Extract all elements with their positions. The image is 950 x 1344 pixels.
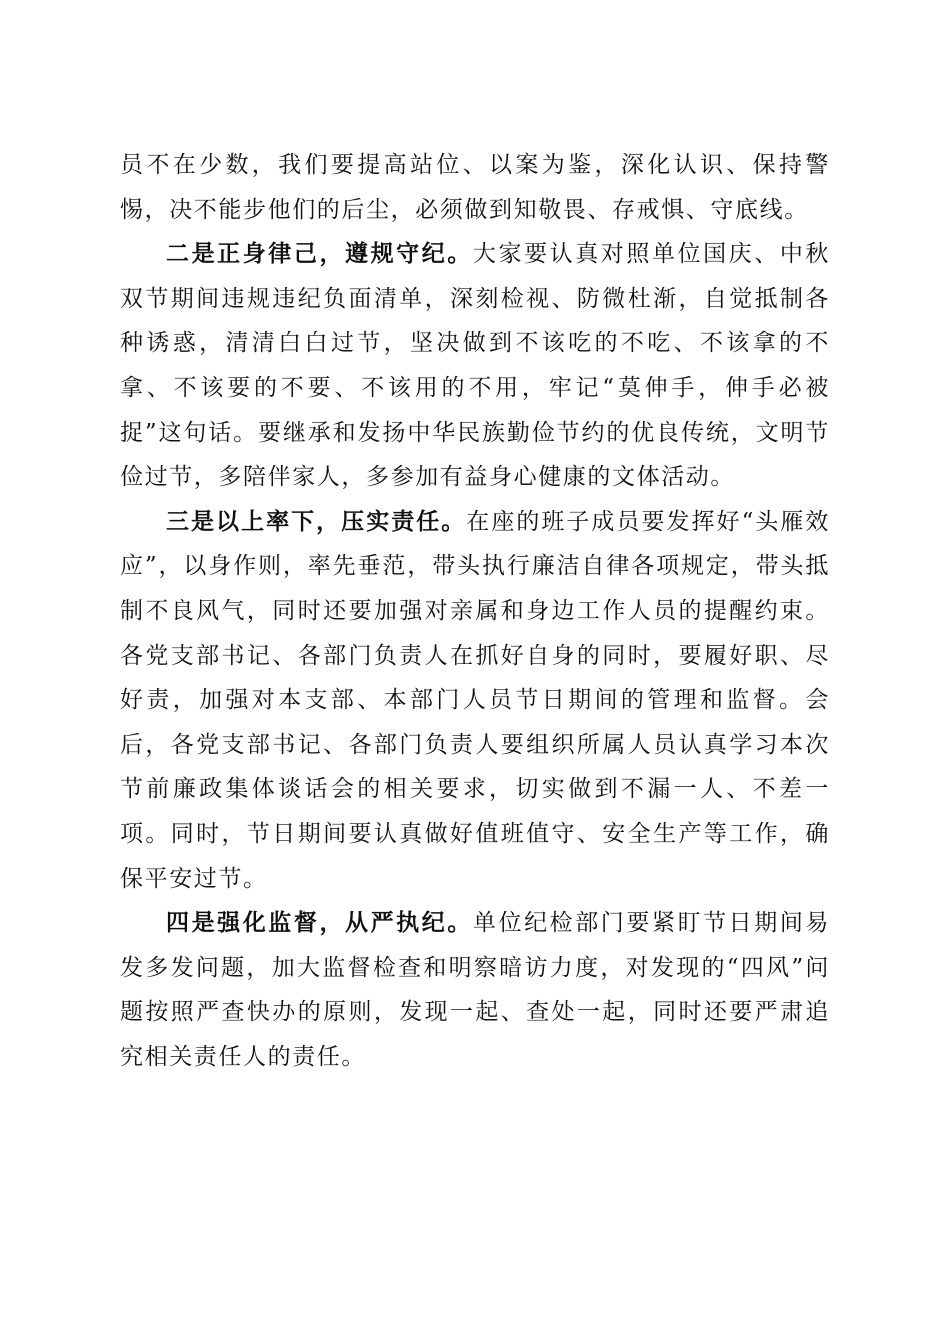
document-body	[120, 143, 830, 1079]
paragraph-point-four	[120, 901, 830, 1079]
paragraph-lead: 四是强化监督，从严执纪。	[166, 909, 473, 937]
paragraph-point-two	[120, 232, 830, 500]
paragraph-text: 大家要认真对照单位国庆、中秋双节期间违规违纪负面清单，深刻检视、防微杜渐，自觉抵制各种诱惑，清清白白过节，坚决做到不该吃的不吃、不该拿的不拿、不该要的不要、不该用的不用，牢记“莫伸手，伸手必被捉”这句话。要继承和发扬中华民族勤俭节约的优良传统，文明节俭过节，多陪伴家人，多参加有益身心健康的文体活动。	[120, 241, 831, 491]
paragraph-continuation	[120, 143, 830, 232]
paragraph-lead: 二是正身律己，遵规守纪。	[166, 240, 473, 268]
paragraph-text: 员不在少数，我们要提高站位、以案为鉴，深化认识、保持警惕，决不能步他们的后尘，必须做到知敬畏、存戒惧、守底线。	[120, 152, 830, 223]
paragraph-point-three	[120, 500, 830, 901]
paragraph-lead: 三是以上率下，压实责任。	[166, 507, 467, 535]
paragraph-text: 在座的班子成员要发挥好“头雁效应”，以身作则，率先垂范，带头执行廉洁自律各项规定，带头抵制不良风气，同时还要加强对亲属和身边工作人员的提醒约束。各党支部书记、各部门负责人在抓好自身的同时，要履好职、尽好责，加强对本支部、本部门人员节日期间的管理和监督。会后，各党支部书记、各部门负责人要组织所属人员认真学习本次节前廉政集体谈话会的相关要求，切实做到不漏一人、不差一项。同时，节日期间要认真做好值班值守、安全生产等工作，确保平安过节。	[120, 508, 830, 892]
paragraph-text: 单位纪检部门要紧盯节日期间易发多发问题，加大监督检查和明察暗访力度，对发现的“四风”问题按照严查快办的原则，发现一起、查处一起，同时还要严肃追究相关责任人的责任。	[120, 910, 831, 1070]
